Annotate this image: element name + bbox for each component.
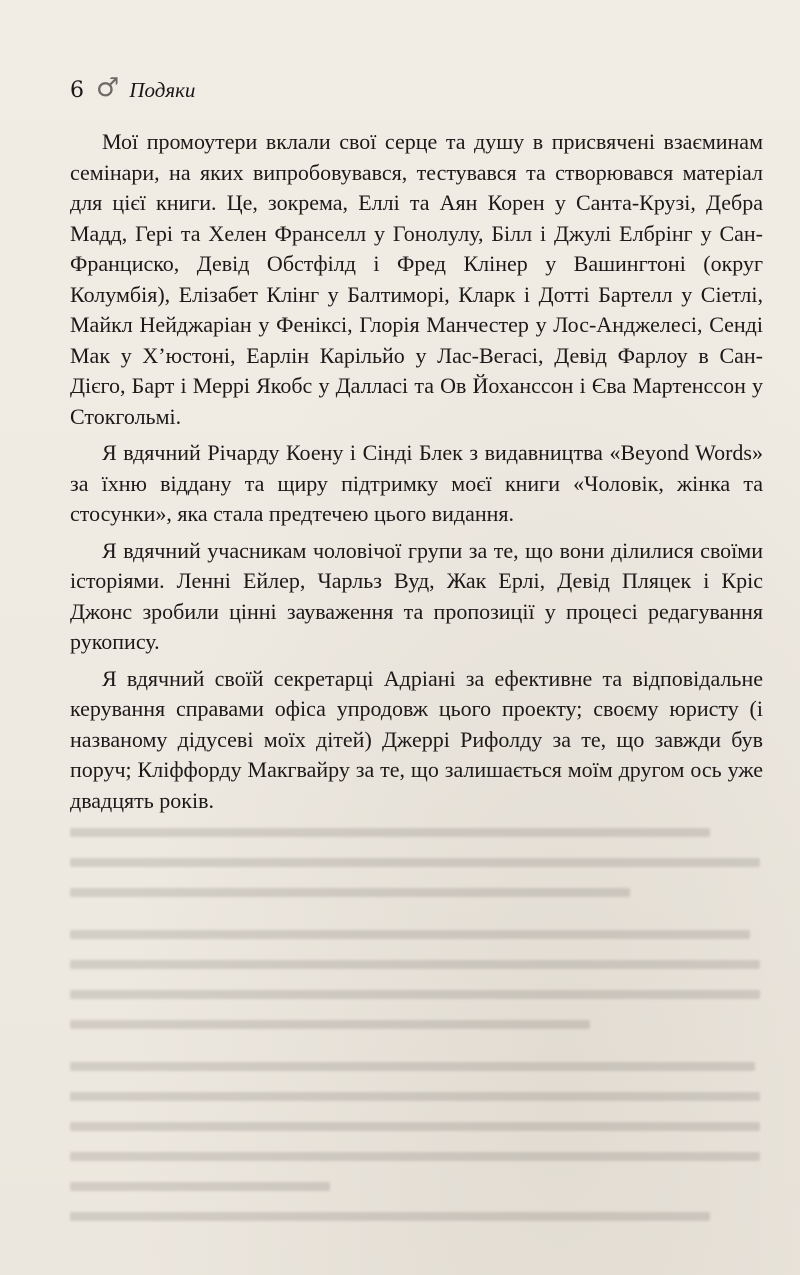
paragraph-3: Я вдячний учасникам чоловічої групи за те, що вони ділилися своїми історіями. Ленні Ейлер, Чарльз Вуд, Жак Ерлі, Девід Пляцек і Кріс Джонс зробили цінні зауваження та пропозиції у процесі редагування рукопису. bbox=[70, 537, 763, 654]
paragraph-2: Я вдячний Річарду Коену і Сінді Блек з видавництва «Beyond Words» за їхню віддану та щиру підтримку моєї книги «Чоловік, жінка та стосунки», яка стала предтечею цього видання. bbox=[70, 440, 763, 526]
page-header bbox=[70, 70, 195, 110]
paragraph-4: Я вдячний своїй секретарці Адріані за ефективне та відповідальне керування справами офіса упродовж цього проекту; своєму юристу (і названому дідусеві моїх дітей) Джеррі Рифолду за те, що завжди був поруч; Кліффорду Макгвайру за те, що залишається моїм другом ось уже двадцять років. bbox=[70, 665, 763, 813]
mars-symbol-icon: ♂ bbox=[96, 73, 120, 103]
paragraph-1: Мої промоутери вклали свої серце та душу в присвячені взаєминам семінари, на яких випробовувався, тестувався та створювався матеріал для цієї книги. Це, зокрема, Еллі та Аян Корен у Санта-Крузі, Дебра Мадд, Гері та Хелен Франселл у Гонолулу, Білл і Джулі Елбрінг у Сан-Франциско, Девід Обстфілд і Фред Клінер у Вашингтоні (округ Колумбія), Елізабет Клінг у Балтиморі, Кларк і Дотті Бартелл у Сіетлі, Майкл Нейджаріан у Феніксі, Глорія Манчестер у Лос-Анджелесі, Сенді Мак у Х’юстоні, Еарлін Карільйо у Лас-Вегасі, Девід Фарлоу в Сан-Дієго, Барт і Меррі Якобс у Далласі та Ов Йоханссон і Єва Мартенссон у Стокгольмі. bbox=[70, 129, 763, 429]
running-title: Подяки bbox=[129, 77, 196, 102]
show-through-text bbox=[70, 820, 770, 1240]
page-number: 6 bbox=[70, 77, 84, 103]
body-text bbox=[70, 127, 763, 822]
